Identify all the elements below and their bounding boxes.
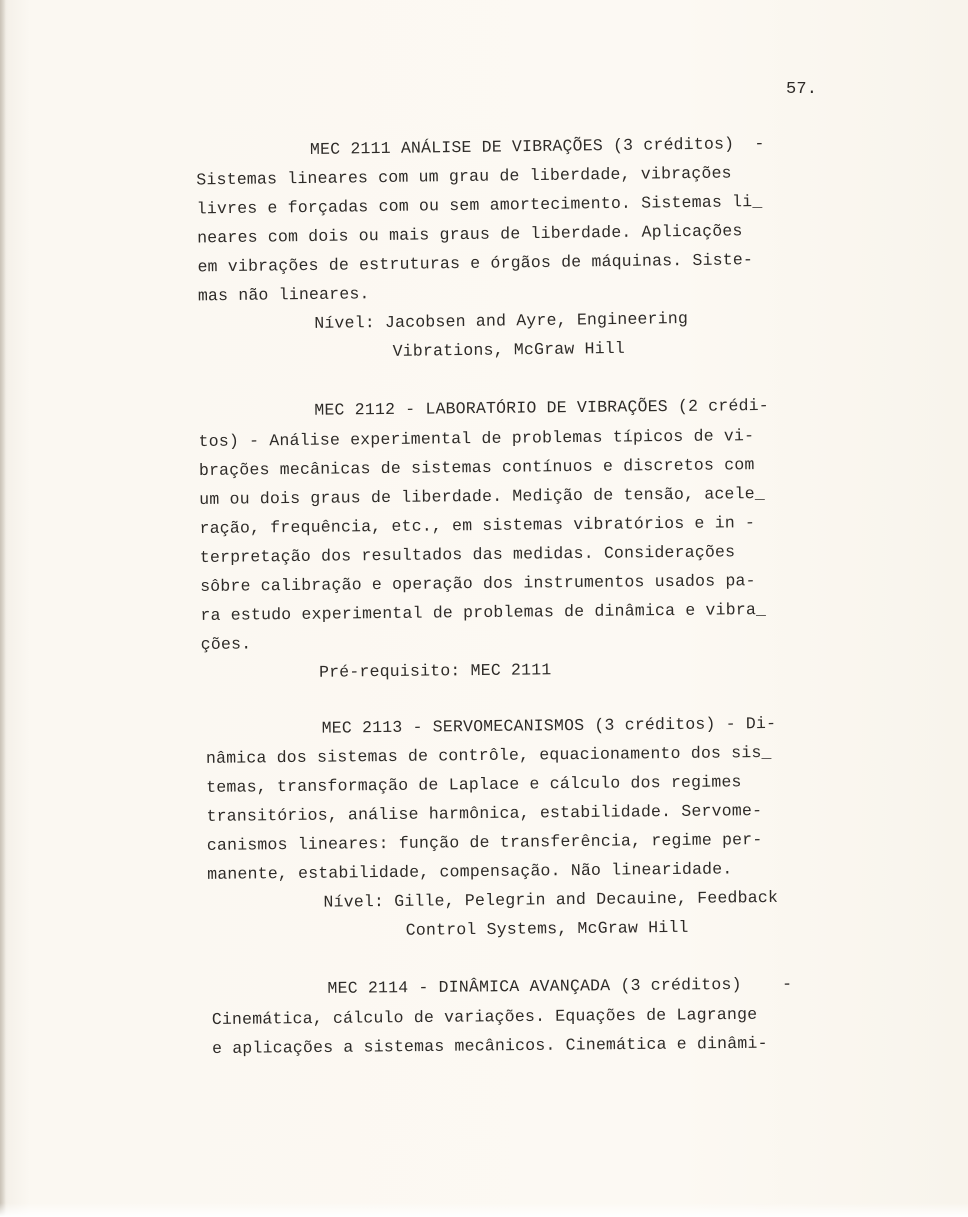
binding-shadow xyxy=(0,0,6,1217)
course-text-line: tos) - Análise experimental de problemas típicos de vi- xyxy=(198,426,755,451)
course-heading: MEC 2111 ANÁLISE DE VIBRAÇÕES (3 créditos) - xyxy=(309,134,765,159)
course-text-line: transitórios, análise harmônica, estabilidade. Servome- xyxy=(206,801,763,826)
course-text-line: temas, transformação de Laplace e cálculo dos regimes xyxy=(206,772,742,797)
course-reference-line: Control Systems, McGraw Hill xyxy=(405,917,689,940)
course-text-line: ração, frequência, etc., em sistemas vibratórios e in - xyxy=(199,513,756,538)
course-text-line: mas não lineares. xyxy=(197,284,370,306)
course-reference-line: Vibrations, McGraw Hill xyxy=(392,338,626,361)
course-text-line: manente, estabilidade, compensação. Não linearidade. xyxy=(207,859,733,884)
course-text-line: ções. xyxy=(200,634,252,654)
course-reference-line: Nível: Gille, Pelegrin and Decauine, Feedback xyxy=(323,887,779,912)
course-text-line: um ou dois graus de liberdade. Medição de tensão, acele_ xyxy=(199,484,766,509)
course-heading: MEC 2114 - DINÂMICA AVANÇADA (3 créditos) - xyxy=(327,974,793,998)
course-reference-line: Nível: Jacobsen and Ayre, Engineering xyxy=(314,309,689,333)
course-text-line: nâmica dos sistemas de contrôle, equacionamento dos sis_ xyxy=(205,742,772,768)
course-text-line: canismos lineares: função de transferência, regime per- xyxy=(206,830,763,855)
page-number: 57. xyxy=(786,80,818,99)
course-text-line: e aplicações a sistemas mecânicos. Cinemática e dinâmi- xyxy=(211,1033,768,1059)
course-text-line: sôbre calibração e operação dos instrumentos usados pa- xyxy=(200,571,756,596)
scan-bottom-edge xyxy=(0,1203,968,1217)
course-text-line: terpretação dos resultados das medidas. Considerações xyxy=(199,542,736,567)
course-text-line: Sistemas lineares com um grau de liberdade, vibrações xyxy=(196,163,732,190)
course-text-line: ra estudo experimental de problemas de dinâmica e vibra_ xyxy=(200,600,767,625)
course-text-line: Cinemática, cálculo de variações. Equações de Lagrange xyxy=(211,1004,758,1030)
course-heading: MEC 2113 - SERVOMECANISMOS (3 créditos) - Di- xyxy=(321,713,777,738)
course-heading: MEC 2112 - LABORATÓRIO DE VIBRAÇÕES (2 crédi- xyxy=(314,395,769,420)
course-text-line: neares com dois ou mais graus de liberdade. Aplicações xyxy=(197,221,743,248)
course-text-line: brações mecânicas de sistemas contínuos e discretos com xyxy=(198,455,755,480)
course-text-line: livres e forçadas com ou sem amortecimento. Sistemas li_ xyxy=(196,192,763,219)
course-text-line: em vibrações de estruturas e órgãos de máquinas. Siste- xyxy=(197,250,754,277)
course-prerequisite: Pré-requisito: MEC 2111 xyxy=(318,660,552,682)
